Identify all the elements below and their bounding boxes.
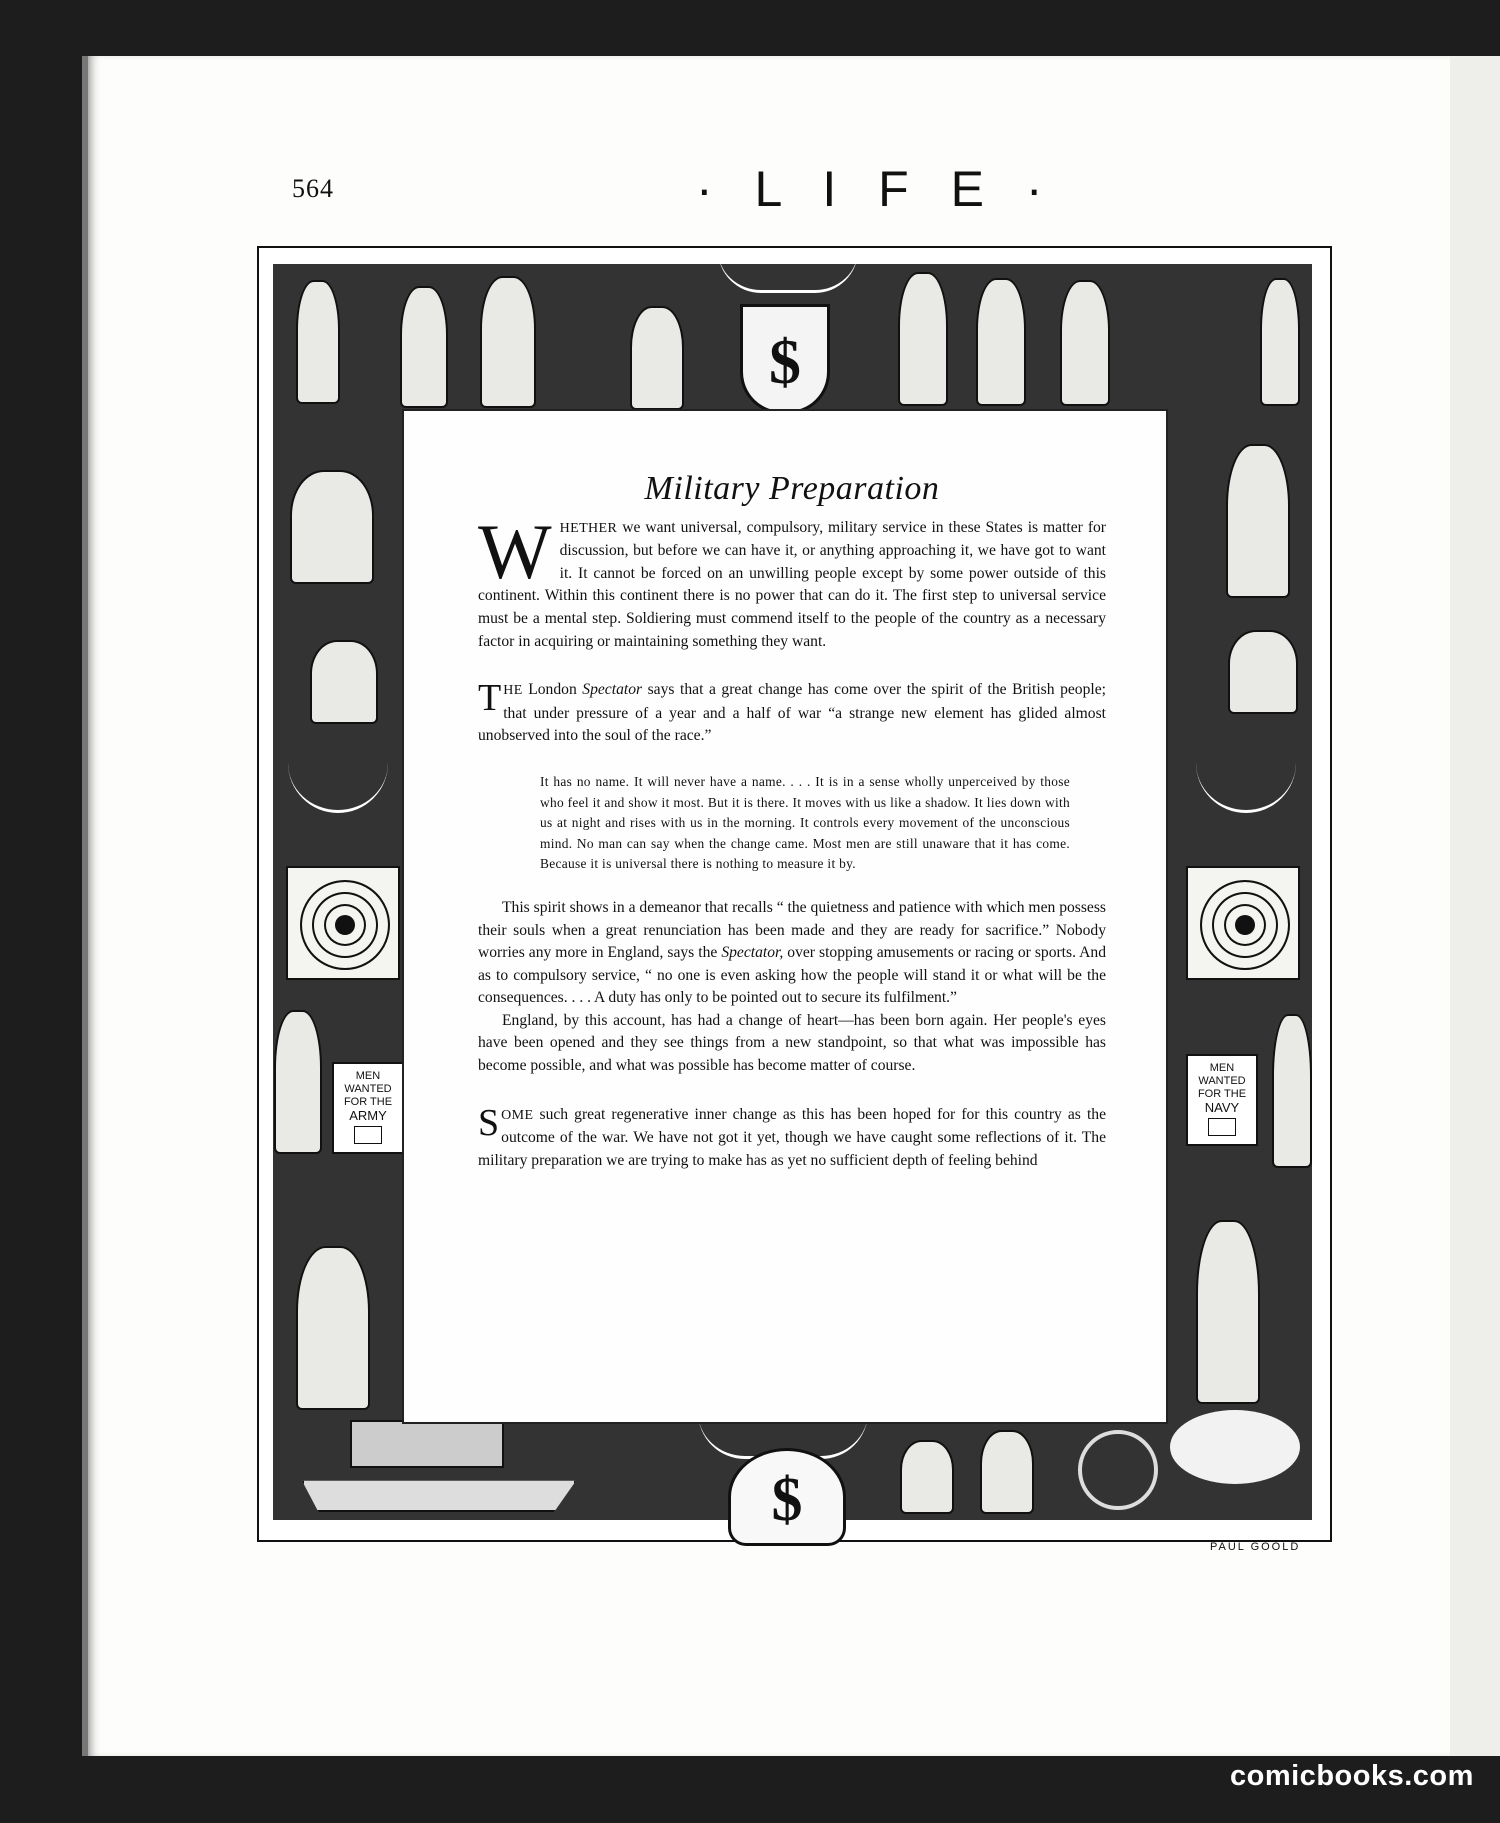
drop-cap: S [478, 1101, 500, 1144]
target-icon [286, 866, 400, 980]
officer-figure [1260, 278, 1300, 406]
masthead: · L I F E · [696, 161, 1057, 217]
article-title: Military Preparation [644, 470, 940, 507]
hunter-figure [296, 1246, 370, 1410]
lead-word: OME [501, 1107, 534, 1123]
marching-soldier-figure [1196, 1220, 1260, 1404]
dancer-figure [296, 280, 340, 404]
facing-page-edge [1450, 56, 1500, 1756]
cannon-smoke [1170, 1410, 1300, 1484]
shield-icon: $ [740, 304, 830, 414]
dancer-figure [400, 286, 448, 408]
paragraph-1: WHETHER we want universal, compulsory, military service in these States is matter for discussion, but before we can have it, or anything approaching it, we have got to want it. It cannot be forced on an unwilling people except by some power outside of this continent. Within this continent there is no power that can do it. The first step to universal service must be a mental step. Soldiering must commend itself to the people of the country as a necessary factor in acquiring or maintaining something they want. [478, 507, 1106, 650]
sailor-figure [1272, 1014, 1312, 1168]
recruiter-figure [274, 1010, 322, 1154]
publication-name: Spectator, [721, 944, 784, 962]
army-recruiting-sign: MEN WANTED FOR THE ARMY [332, 1062, 404, 1154]
kneeling-soldier-figure [1228, 630, 1298, 714]
eagle-icon [718, 250, 858, 293]
drop-cap: T [478, 677, 502, 720]
paragraph-4: England, by this account, has had a change of heart—has been born again. Her people's eyes have been opened and they see things from a new standpoint, so that what was impossible has become possible, and what was possible has become matter of course. [478, 1011, 1106, 1075]
fallen-man-figure [310, 640, 378, 724]
soldier-figure [898, 272, 948, 406]
seated-woman-figure [630, 306, 684, 410]
artist-signature: PAUL GOOLD [1210, 1541, 1301, 1553]
paragraph-5: SOME such great regenerative inner change as this has been hoped for for this country as the outcome of the war. We have not got it yet, though we have caught some reflections of it. The military preparation we are trying to make has as yet no sufficient depth of feeling behind [478, 1101, 1106, 1169]
dancer-figure [480, 276, 536, 408]
page-number: 564 [292, 174, 334, 203]
publication-name: Spectator [582, 681, 643, 699]
lead-word: HETHER [559, 520, 618, 536]
gunner-figure [980, 1430, 1034, 1514]
lead-word: HE [503, 683, 523, 699]
drop-cap: W [478, 507, 552, 595]
block-quote: It has no name. It will never have a name. . . . It is in a sense wholly unperceived by those who feel it and show it most. But it is there. It moves with us like a shadow. It lies down with us at night and rises with us in the morning. It controls every movement of the unconscious mind. No man can say when the change came. Most men are still unaware that it has come. Because it is universal there is nothing to measure it by. [540, 773, 1070, 872]
soldier-figure [1060, 280, 1110, 406]
site-watermark: comicbooks.com [1230, 1760, 1474, 1792]
navy-recruiting-sign: MEN WANTED FOR THE NAVY [1186, 1054, 1258, 1146]
bucking-horse-figure [290, 470, 374, 584]
moneybag-icon: $ [728, 1448, 846, 1546]
target-icon [1186, 866, 1300, 980]
paragraph-2: THE London Spectator says that a great change has come over the spirit of the British people; that under pressure of a year and a half of war “a strange new element has glided almost unobserved into the soul of the race.” [478, 677, 1106, 745]
hiker-soldier-figure [1226, 444, 1290, 598]
article [478, 470, 1106, 1172]
battleship-icon [350, 1420, 504, 1468]
cowering-man-figure [900, 1440, 954, 1514]
soldier-figure [976, 278, 1026, 406]
cannon-icon [1078, 1430, 1158, 1510]
paragraph-3: This spirit shows in a demeanor that recalls “ the quietness and patience with which men possess their souls when a great renunciation has been made and they are ready for sacrifice.” Nobody worries any more in England, says the Spectator, over stopping amusements or racing or sports. And as to compulsory service, “ no one is even asking how the people will stand it or what will be the consequences. . . . A duty has only to be pointed out to secure its fulfilment.” [478, 898, 1106, 1007]
